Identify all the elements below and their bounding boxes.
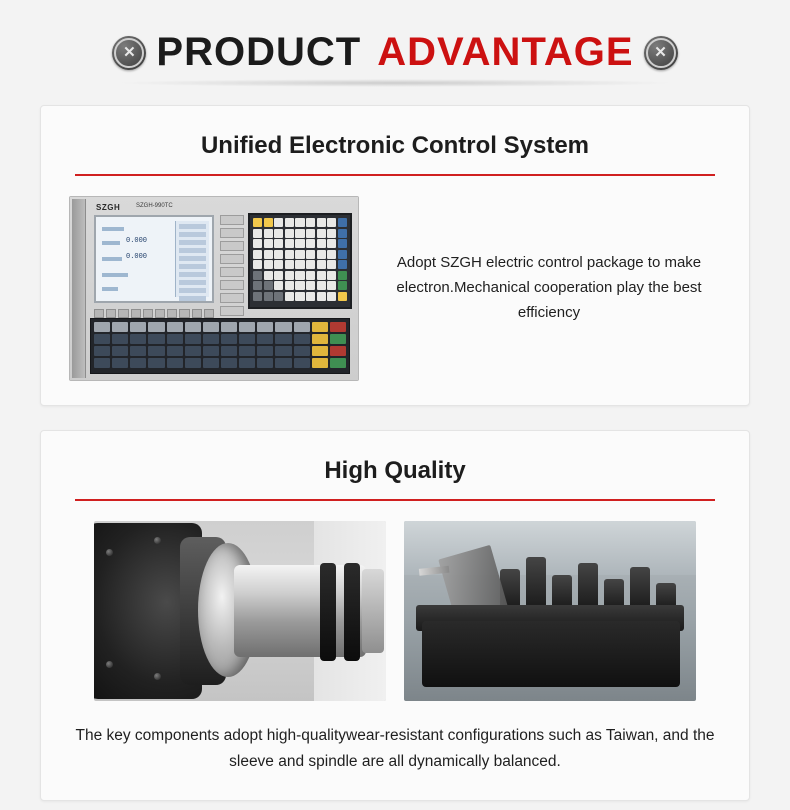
card-text-control-system: Adopt SZGH electric control package to make electron.Mechanical cooperation play the best efficiency: [396, 254, 702, 321]
cnc-side-buttons: [220, 215, 244, 316]
cnc-model-label: SZGH-990TC: [136, 203, 173, 209]
page-title: [156, 30, 633, 75]
cnc-keypad: [248, 213, 352, 309]
cnc-screen-value-2: 0.000: [126, 253, 148, 261]
card-control-system: [40, 105, 750, 406]
header-title-group: [112, 30, 677, 75]
cnc-left-rail: [72, 199, 86, 378]
card-rule-control-system: [75, 174, 715, 176]
cnc-screen: [94, 215, 214, 303]
cnc-brand-label: SZGH: [96, 203, 121, 212]
tool-turret-image: [404, 521, 696, 701]
page-header: [0, 0, 790, 105]
spindle-image: [94, 521, 386, 701]
badge-glyph-left: ✕: [123, 44, 136, 61]
page-title-word-1: PRODUCT: [156, 30, 362, 74]
card-body-control-system: [69, 196, 721, 381]
cnc-softkey-row: [94, 309, 214, 318]
card-high-quality: [40, 430, 750, 801]
card-title-high-quality: High Quality: [324, 457, 466, 484]
card-caption-high-quality: The key components adopt high-qualitywear-resistant configurations such as Taiwan, and the sleeve and spindle are all dynamically balanced.: [75, 727, 715, 771]
cnc-panel-body: [69, 196, 359, 381]
cnc-control-panel-image: [69, 196, 359, 381]
gear-x-icon-right: [644, 36, 678, 70]
card-title-control-system: Unified Electronic Control System: [200, 132, 590, 159]
header-shadow-divider: [115, 79, 675, 87]
badge-glyph-right: ✕: [654, 44, 667, 61]
page-title-word-2: ADVANTAGE: [377, 30, 634, 74]
cnc-screen-sidebar: [175, 221, 209, 297]
gear-x-icon-left: [112, 36, 146, 70]
card-images-high-quality: [69, 521, 721, 701]
cnc-function-button-grid: [90, 318, 350, 374]
card-rule-high-quality: [75, 499, 715, 501]
cnc-screen-value-1: 0.000: [126, 237, 148, 245]
